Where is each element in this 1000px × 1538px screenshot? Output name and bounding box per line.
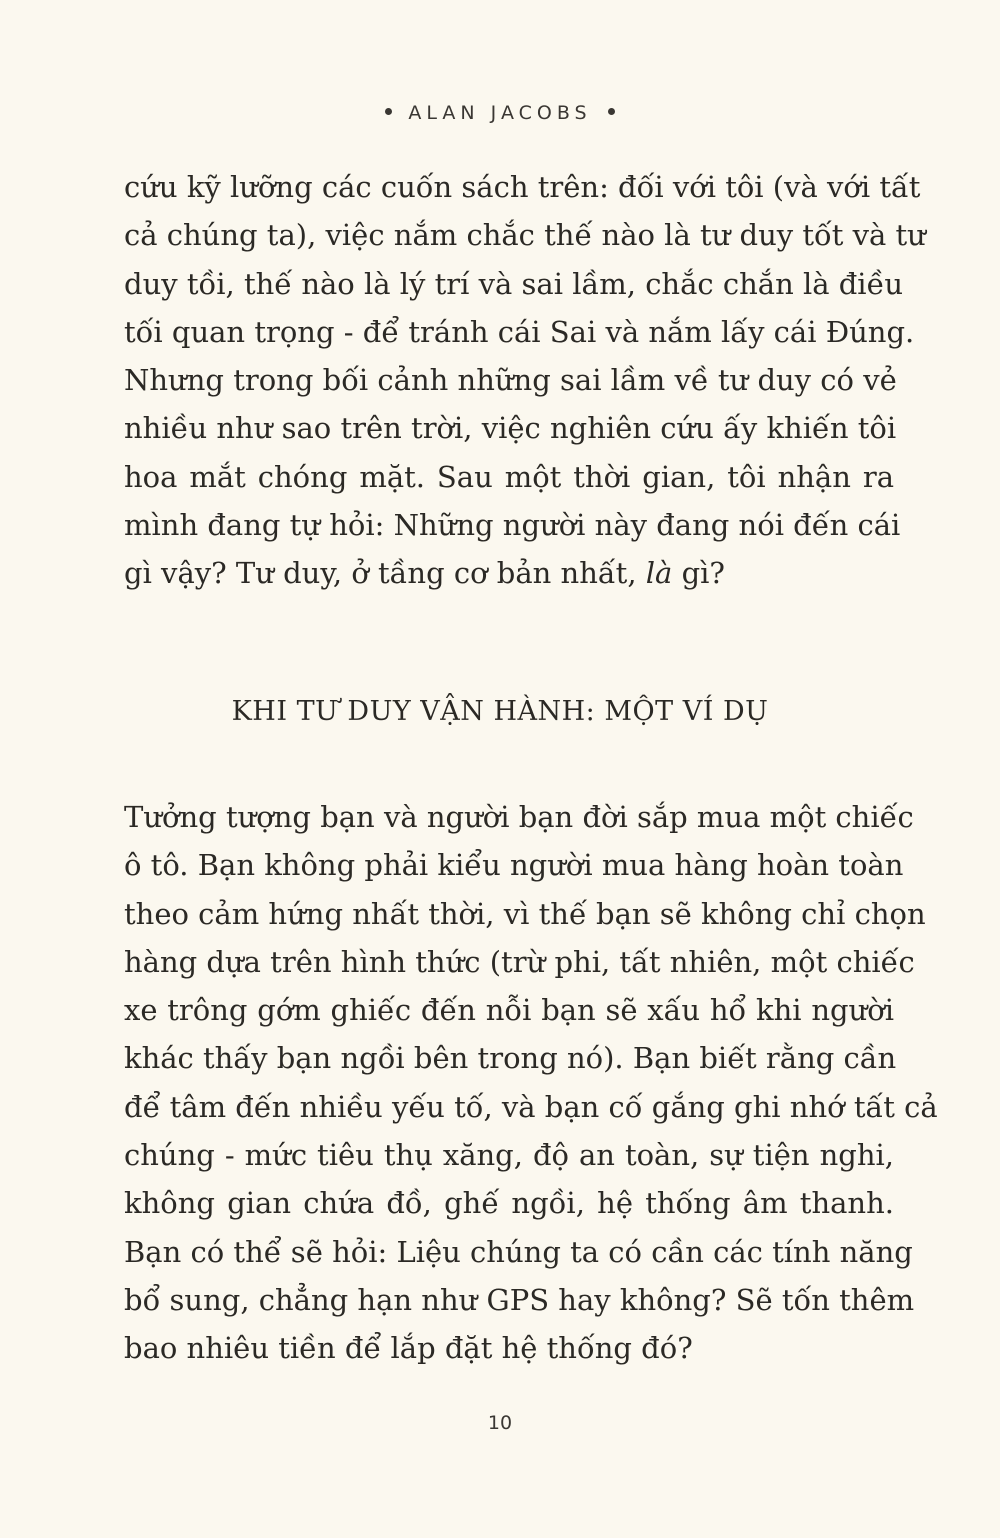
text-line: nhiều như sao trên trời, việc nghiên cứu ấy khiến tôi (124, 411, 897, 446)
text-line: để tâm đến nhiều yếu tố, và bạn cố gắng ghi nhớ tất cả (124, 1089, 938, 1124)
paragraph-1 (124, 163, 926, 598)
text-line: cứu kỹ lưỡng các cuốn sách trên: đối với tôi (và với tất (124, 170, 921, 204)
text-line: Nhưng trong bối cảnh những sai lầm về tư duy có vẻ (124, 363, 897, 398)
text-line: Tưởng tượng bạn và người bạn đời sắp mua một chiếc (124, 800, 914, 834)
text-line: bao nhiêu tiền để lắp đặt hệ thống đó? (124, 1331, 693, 1366)
text-line: ô tô. Bạn không phải kiểu người mua hàng hoàn toàn (124, 848, 904, 883)
text-line: tối quan trọng - để tránh cái Sai và nắm lấy cái Đúng. (124, 314, 915, 349)
text-line: khác thấy bạn ngồi bên trong nó). Bạn biết rằng cần (124, 1041, 897, 1076)
text-line: Bạn có thể sẽ hỏi: Liệu chúng ta có cần các tính năng (124, 1234, 913, 1269)
text-line: hàng dựa trên hình thức (trừ phi, tất nhiên, một chiếc (124, 944, 915, 979)
paragraph-2 (124, 793, 938, 1373)
bullet-dot-icon (608, 108, 615, 115)
text-line: mình đang tự hỏi: Những người này đang nói đến cái (124, 508, 901, 543)
text-line: theo cảm hứng nhất thời, vì thế bạn sẽ không chỉ chọn (124, 896, 926, 931)
text-line: bổ sung, chẳng hạn như GPS hay không? Sẽ tốn thêm (124, 1282, 915, 1317)
text-segment: gì? (672, 556, 725, 591)
section-heading: KHI TƯ DUY VẬN HÀNH: MỘT VÍ DỤ (231, 696, 769, 727)
text-line: hoa mắt chóng mặt. Sau một thời gian, tôi nhận ra (124, 459, 894, 494)
text-line (124, 549, 894, 597)
bullet-dot-icon (385, 108, 392, 115)
page-number: 10 (487, 1412, 513, 1434)
text-line: chúng - mức tiêu thụ xăng, độ an toàn, sự tiện nghi, (124, 1138, 894, 1173)
text-line: xe trông gớm ghiếc đến nỗi bạn sẽ xấu hổ khi người (124, 993, 894, 1028)
text-line: cả chúng ta), việc nắm chắc thế nào là tư duy tốt và tư (124, 218, 926, 253)
italic-emphasis: là (645, 556, 673, 591)
text-segment: gì vậy? Tư duy, ở tầng cơ bản nhất, (124, 556, 646, 591)
running-head (0, 102, 1000, 124)
text-line: duy tồi, thế nào là lý trí và sai lầm, chắc chắn là điều (124, 266, 904, 301)
text-line: không gian chứa đồ, ghế ngồi, hệ thống âm thanh. (124, 1186, 894, 1221)
author-name: ALAN JACOBS (408, 102, 592, 124)
